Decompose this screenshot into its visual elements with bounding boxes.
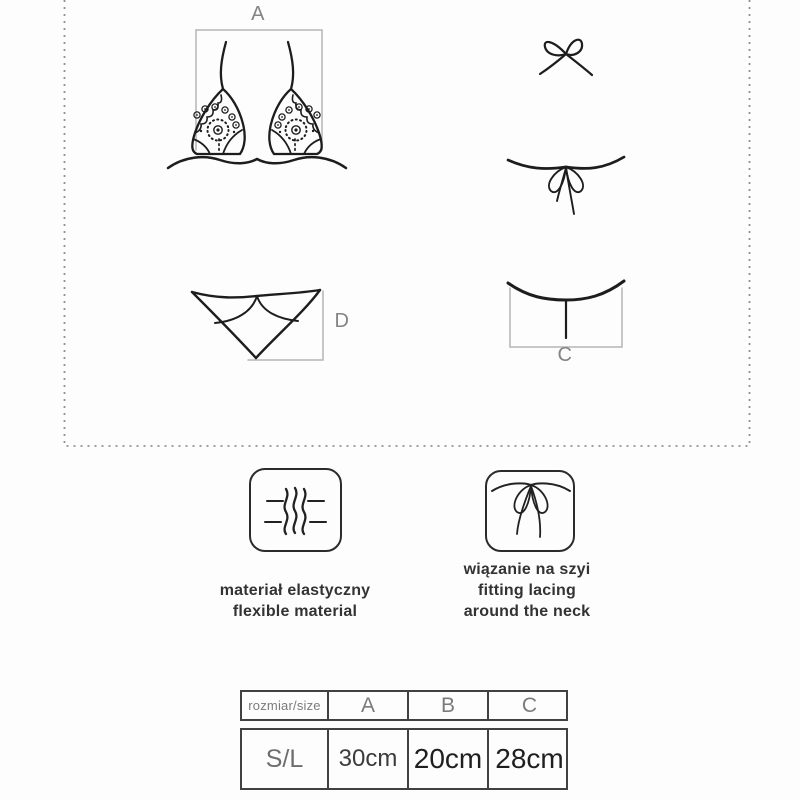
bikini-top-front-drawing: [168, 30, 346, 168]
cell-value-a: 30cm: [329, 730, 409, 788]
bikini-bottom-back-drawing: [508, 281, 624, 347]
neck-lacing-icon-box: [485, 470, 575, 552]
caption-line: around the neck: [463, 603, 591, 620]
cell-value-c: 28cm: [495, 743, 564, 774]
size-table-header-row: [240, 690, 568, 721]
flexible-material-caption: [170, 580, 420, 622]
flexible-material-icon: [252, 471, 340, 550]
bikini-top-back-drawing: [508, 40, 624, 214]
caption-line: fitting lacing: [478, 582, 576, 599]
header-cell-a: A: [329, 692, 409, 719]
cell-size-name: S/L: [242, 730, 329, 788]
neck-lacing-icon: [488, 473, 573, 550]
cell-value-b: 20cm: [409, 730, 489, 788]
dimension-label-c: C: [557, 344, 573, 366]
caption-line: wiązanie na szyi: [463, 561, 591, 578]
dimension-label-d: D: [334, 310, 350, 332]
header-cell-b: B: [409, 692, 489, 719]
dimension-label-a: A: [251, 3, 265, 25]
size-table: [240, 690, 568, 790]
caption-line: materiał elastyczny: [219, 582, 371, 599]
flexible-material-icon-box: [249, 468, 342, 552]
header-cell-rozmiar-size: rozmiar/size: [242, 692, 329, 719]
header-cell-c: C: [521, 693, 538, 717]
diagram-frame: [65, 0, 750, 446]
caption-line: flexible material: [232, 603, 358, 620]
bikini-bottom-front-drawing: [192, 290, 323, 360]
size-table-data-row: [240, 728, 568, 790]
neck-lacing-caption: [417, 559, 637, 622]
